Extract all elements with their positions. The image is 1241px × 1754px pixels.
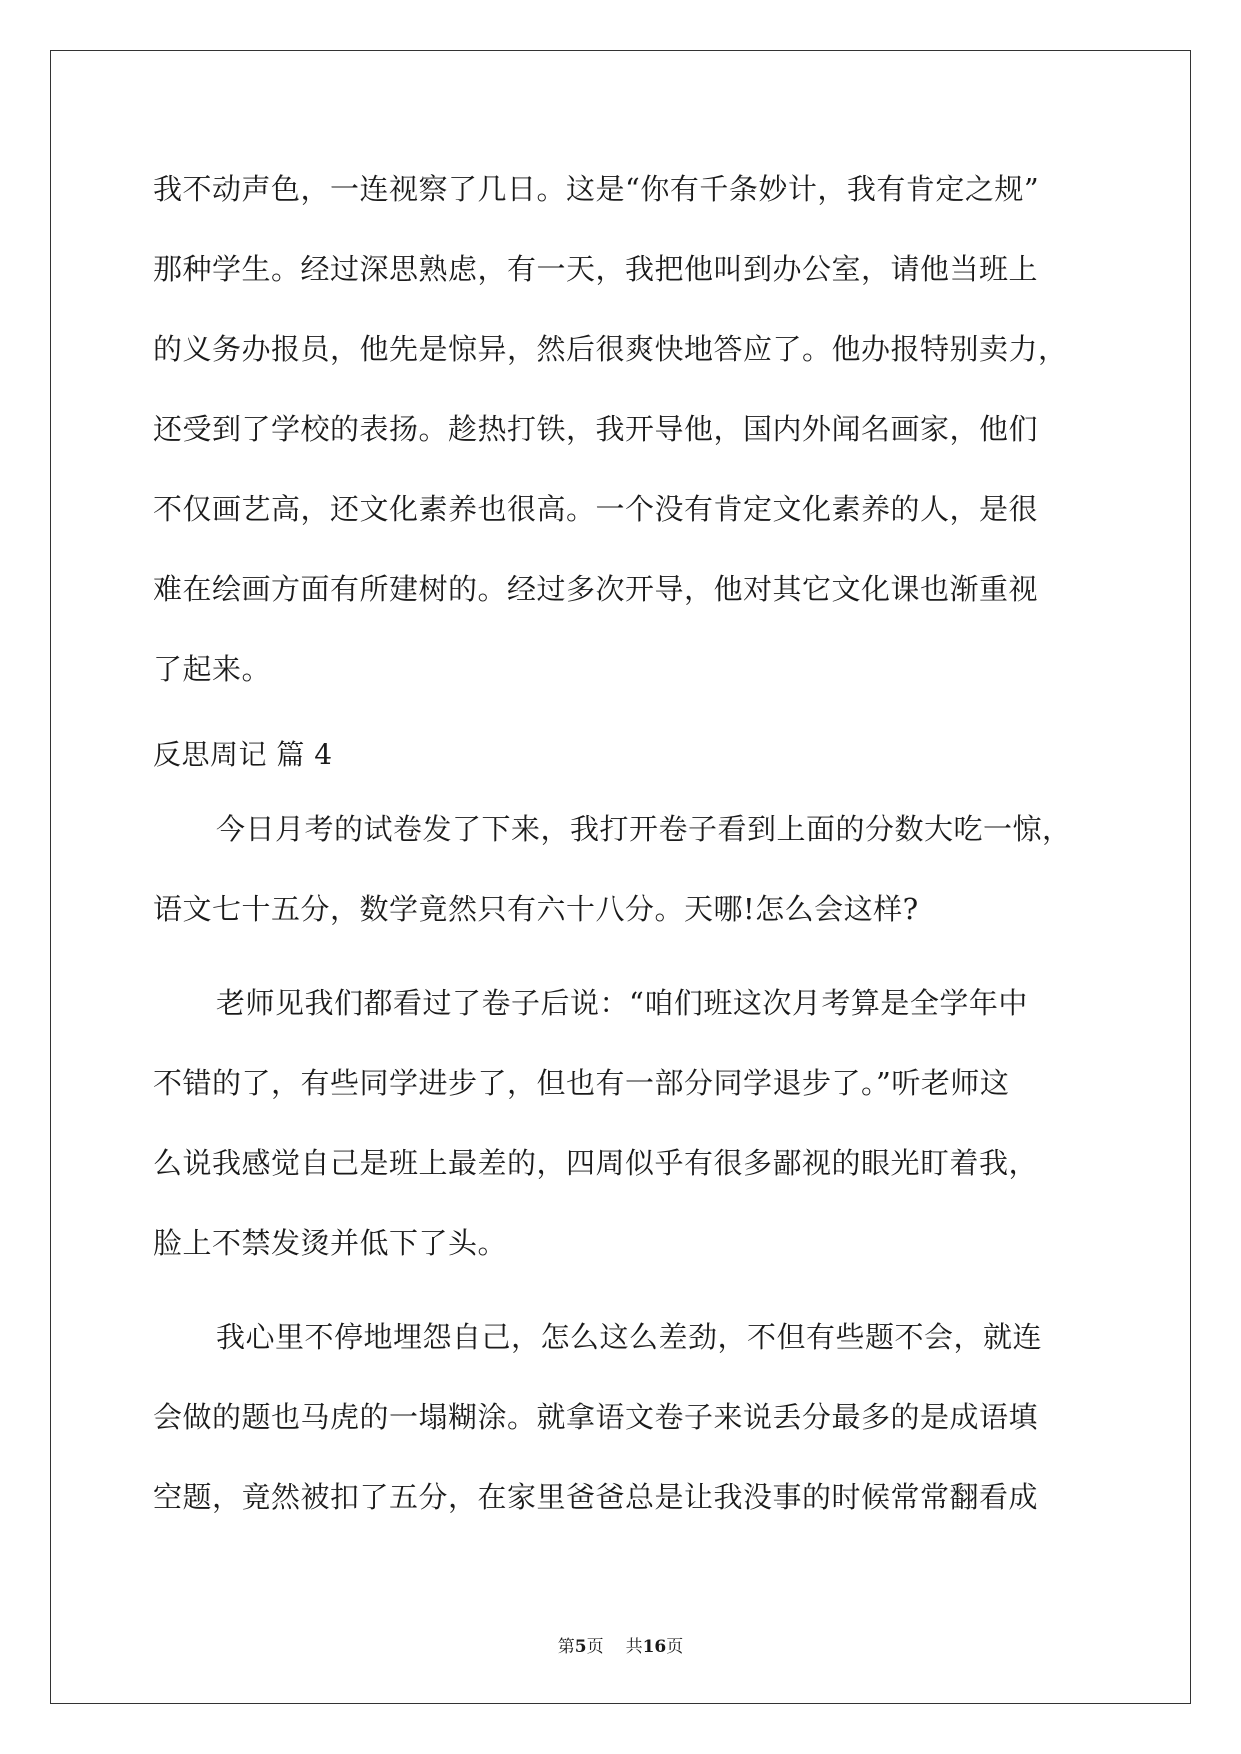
paragraph-4-line-1: 我心里不停地埋怨自己，怎么这么差劲，不但有些题不会，就连 <box>216 1320 1043 1354</box>
paragraph-2-line-1: 今日月考的试卷发了下来，我打开卷子看到上面的分数大吃一惊， <box>216 812 1072 846</box>
paragraph-4-line-3: 空题，竟然被扣了五分，在家里爸爸总是让我没事的时候常常翻看成 <box>153 1480 1039 1514</box>
paragraph-1-line-1: 我不动声色，一连视察了几日。这是“你有千条妙计，我有肯定之规” <box>153 172 1040 206</box>
paragraph-3-line-4: 脸上不禁发烫并低下了头。 <box>153 1226 508 1260</box>
section-heading: 反思周记 篇 4 <box>153 738 333 771</box>
paragraph-1-line-7: 了起来。 <box>153 652 272 686</box>
paragraph-3-line-3: 么说我感觉自己是班上最差的，四周似乎有很多鄙视的眼光盯着我， <box>153 1146 1039 1180</box>
paragraph-1-line-3: 的义务办报员，他先是惊异，然后很爽快地答应了。他办报特别卖力， <box>153 332 1068 366</box>
page-current: 5 <box>574 1637 587 1657</box>
paragraph-1-line-5: 不仅画艺高，还文化素养也很高。一个没有肯定文化素养的人，是很 <box>153 492 1039 526</box>
page-suffix: 页 <box>586 1637 604 1657</box>
total-prefix: 共 <box>625 1637 643 1657</box>
page-prefix: 第 <box>557 1637 575 1657</box>
page-border <box>50 50 1191 1704</box>
page-footer <box>0 1636 1241 1658</box>
paragraph-2-line-2: 语文七十五分，数学竟然只有六十八分。天哪!怎么会这样? <box>153 892 919 926</box>
paragraph-1-line-4: 还受到了学校的表扬。趁热打铁，我开导他，国内外闻名画家，他们 <box>153 412 1039 446</box>
paragraph-4-line-2: 会做的题也马虎的一塌糊涂。就拿语文卷子来说丢分最多的是成语填 <box>153 1400 1039 1434</box>
paragraph-3-line-1: 老师见我们都看过了卷子后说：“咱们班这次月考算是全学年中 <box>216 986 1028 1020</box>
total-suffix: 页 <box>666 1637 684 1657</box>
paragraph-1-line-2: 那种学生。经过深思熟虑，有一天，我把他叫到办公室，请他当班上 <box>153 252 1039 286</box>
paragraph-1-line-6: 难在绘画方面有所建树的。经过多次开导，他对其它文化课也渐重视 <box>153 572 1039 606</box>
paragraph-3-line-2: 不错的了，有些同学进步了，但也有一部分同学退步了。”听老师这 <box>153 1066 1010 1100</box>
page-total: 16 <box>642 1637 667 1657</box>
